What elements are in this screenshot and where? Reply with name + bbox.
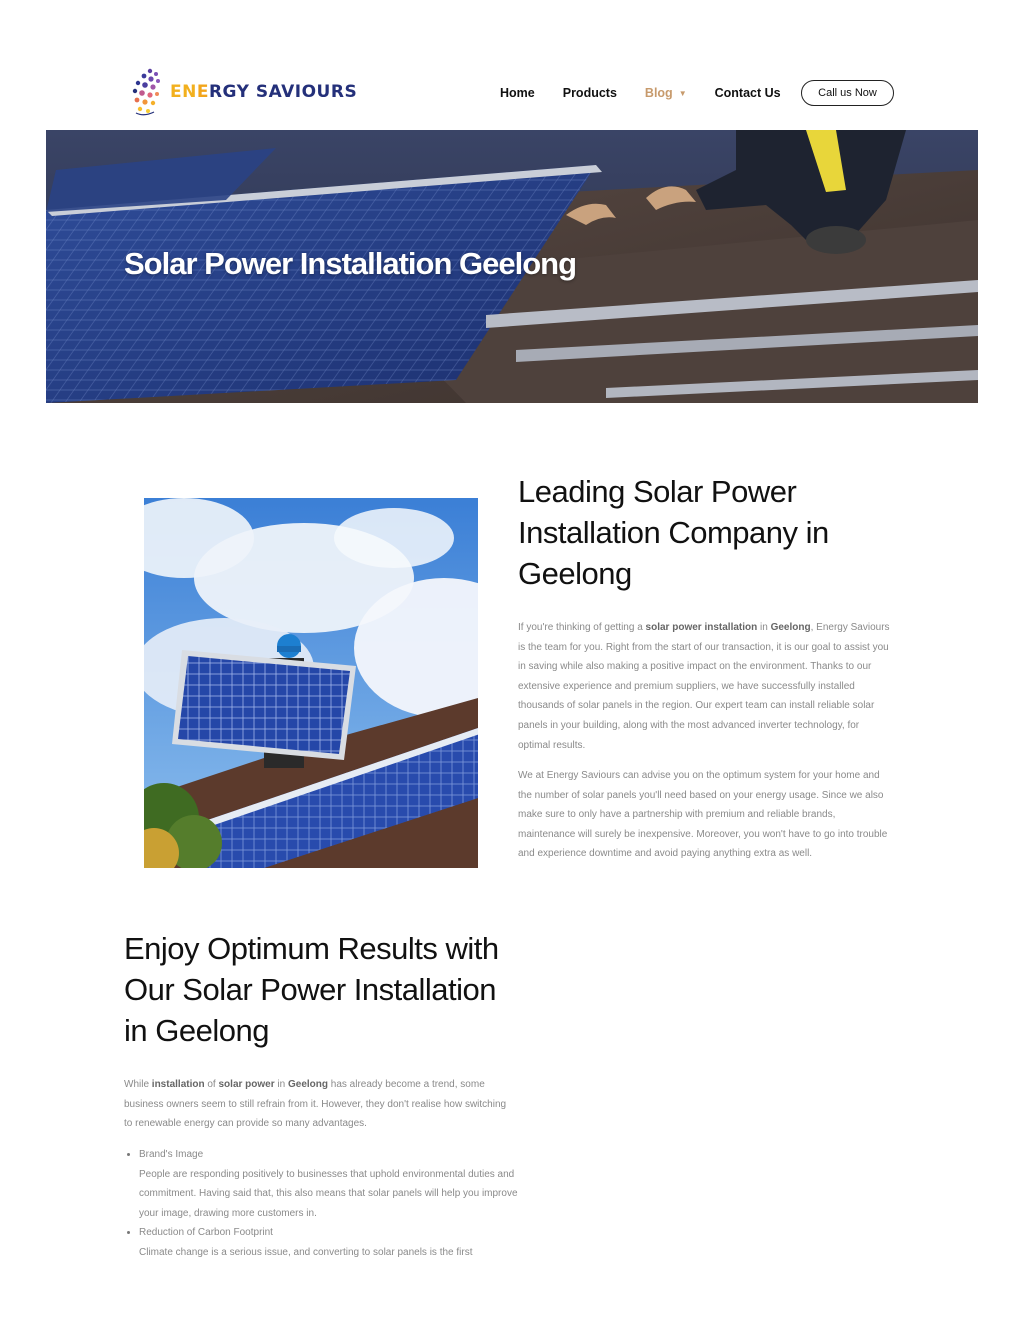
chevron-down-icon: ▼ [678,88,687,98]
text-run: While [124,1079,152,1090]
text-run: in [757,622,771,633]
photo-illustration [144,498,478,868]
list-item-text: People are responding positively to businesses that uphold environmental duties and commitment. Having said that, this also means that solar panels will help you improve your image, drawing more customers in. [139,1168,518,1219]
text-run: If you're thinking of getting a [518,622,646,633]
text-run: has already become a trend, some business owners seem to still refrain from it. However, they don't realise how switching to renewable energy can provide so many advantages. [124,1079,507,1130]
list-item-text: Climate change is a serious issue, and converting to solar panels is the first [139,1246,473,1258]
list-item-title: • Brand's Image [139,1149,204,1160]
section1-heading: Leading Solar Power Installation Company in Geelong [518,474,829,591]
hero-title: Solar Power Installation Geelong [124,246,577,281]
nav-contact-us[interactable]: Contact Us [714,86,781,100]
section2-paragraph-1 [124,1075,508,1134]
list-item-title: • Reduction of Carbon Footprint [139,1227,273,1239]
main-nav [500,80,809,106]
site-header [0,0,1024,130]
nav-home[interactable]: Home [500,86,535,100]
text-run: of [204,1079,219,1090]
brand-name: ENERGY SAVIOURS [170,82,358,102]
text-run: , Energy Saviours is the team for you. Right from the start of our transaction, it is our goal to assist you in saving while also making a positive impact on the environment. Thanks to our extensive experience and premium suppliers, we have successfully installed thousands of solar panels in the region. Our expert team can install reliable solar panels in your building, along with the most advanced inverter technology, for optimal results. [518,622,890,751]
benefits-list [124,1145,523,1263]
list-item [139,1145,523,1223]
list-item [139,1223,523,1262]
installer-with-panel-photo [144,498,478,868]
section1-paragraph-2: We at Energy Saviours can advise you on the optimum system for your home and the number of solar panels you'll need based on your energy usage. Since we also make sure to only have a partnership with premium and reliable brands, maintenance will surely be inexpensive. Moreover, you won't have to go into trouble and experience downtime and avoid paying anything extra as well. [518,770,888,860]
section2-heading: Enjoy Optimum Results with Our Solar Power Installation in Geelong [124,931,499,1048]
keyword-solar-power: solar power [218,1079,275,1090]
nav-products[interactable]: Products [562,86,617,100]
keyword-installation: installation [151,1079,205,1090]
section1-paragraph-1 [518,618,890,755]
logo-dots-icon [130,67,162,117]
keyword-solar-power-installation: solar power installation [645,622,758,633]
nav-blog-label: Blog [644,86,673,100]
call-us-now-button[interactable]: Call us Now [801,80,894,106]
hero-banner [46,130,978,403]
nav-blog[interactable] [645,86,687,100]
keyword-geelong: Geelong [770,622,811,633]
text-run: in [274,1079,288,1090]
keyword-geelong: Geelong [287,1079,328,1090]
brand-logo[interactable] [130,66,357,118]
